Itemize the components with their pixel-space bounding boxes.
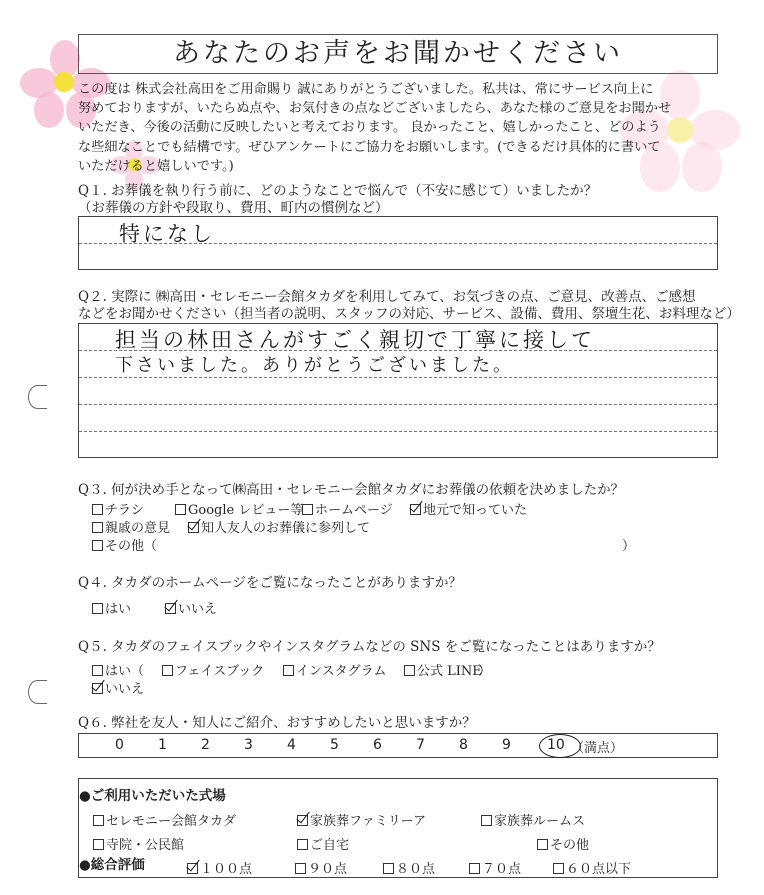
scale-value[interactable]: 9 <box>502 737 511 753</box>
q1-sub: （お葬儀の方針や段取り、費用、町内の慣例など） <box>78 200 389 216</box>
q3-other-close: ） <box>622 539 636 554</box>
q6-scale-box <box>78 733 718 758</box>
selected-circle <box>539 734 581 758</box>
checkbox[interactable] <box>537 839 548 850</box>
rating-option-70[interactable]: ７０点 <box>469 858 521 877</box>
q3-option-homepage[interactable]: ホームページ <box>302 499 393 518</box>
venue-rating-box <box>78 778 718 878</box>
checkbox[interactable] <box>283 665 294 676</box>
scale-value[interactable]: 4 <box>287 737 296 753</box>
q5-option-facebook[interactable]: フェイスブック <box>162 660 264 679</box>
rating-heading: ●総合評価 <box>79 857 145 873</box>
q4-option-no[interactable]: いいえ <box>165 598 217 617</box>
checkbox[interactable] <box>383 863 394 874</box>
checkbox[interactable] <box>93 839 104 850</box>
q5-option-line[interactable]: 公式 LINE <box>404 660 482 679</box>
checkbox[interactable] <box>404 665 415 676</box>
checkbox[interactable] <box>175 504 186 515</box>
checkbox-checked[interactable] <box>410 504 421 515</box>
checkbox[interactable] <box>553 863 564 874</box>
ruled-line <box>79 431 717 432</box>
scale-value[interactable]: 3 <box>244 737 253 753</box>
q2-answer-box[interactable] <box>78 323 718 458</box>
scale-value-selected[interactable]: 10 <box>547 737 565 753</box>
checkbox-checked[interactable] <box>187 863 198 874</box>
intro-line: いただき、今後の活動に反映したいと考えております。 良かったこと、嬉しかったこと、どのよう <box>78 120 661 136</box>
checkbox-checked[interactable] <box>297 815 308 826</box>
intro-line: 努めておりますが、いたらぬ点や、お気付きの点などございましたら、あなた様のご意見をお聞かせ <box>78 101 672 117</box>
checkbox[interactable] <box>92 522 103 533</box>
binder-hole-mark <box>28 385 47 409</box>
q3-question: Q３. 何が決め手となって㈱高田・セレモニー会館タカダにお葬儀の依頼を決めましたか？ <box>78 482 625 498</box>
q3-option-attended-funeral[interactable]: 知人友人のお葬儀に参列して <box>188 517 370 536</box>
scale-value[interactable]: 7 <box>416 737 425 753</box>
q5-option-instagram[interactable]: インスタグラム <box>283 660 386 679</box>
q1-answer-box[interactable] <box>78 216 718 270</box>
checkbox-checked[interactable] <box>188 522 199 533</box>
venue-option-home[interactable]: ご自宅 <box>297 834 349 853</box>
checkbox[interactable] <box>92 665 103 676</box>
checkbox[interactable] <box>481 815 492 826</box>
checkbox[interactable] <box>295 863 306 874</box>
intro-line: いただけると嬉しいです。) <box>78 158 234 174</box>
venue-option-familia[interactable]: 家族葬ファミリーア <box>297 810 426 829</box>
q3-option-flyer[interactable]: チラシ <box>92 499 144 518</box>
intro-line: な些細なことでも結構です。ぜひアンケートにご協力をお願いします。(できるだけ具体的に書いて <box>78 139 661 155</box>
page-title: あなたのお声をお聞かせください <box>78 34 718 74</box>
venue-option-takada[interactable]: セレモニー会館タカダ <box>93 810 236 829</box>
q5-yes-close: ） <box>478 664 492 679</box>
checkbox[interactable] <box>92 504 103 515</box>
venue-option-rooms[interactable]: 家族葬ルームス <box>481 810 585 829</box>
q5-option-no[interactable]: いいえ <box>92 678 144 697</box>
q2-question: Q２. 実際に ㈱高田・セレモニー会館タカダを利用してみて、お気づきの点、ご意見、改善点、ご感想 <box>78 289 696 305</box>
q6-question: Q６. 弊社を友人・知人にご紹介、おすすめしたいと思いますか？ <box>78 715 476 731</box>
checkbox[interactable] <box>92 603 103 614</box>
checkbox[interactable] <box>162 665 173 676</box>
rating-option-90[interactable]: ９０点 <box>295 858 347 877</box>
scale-suffix: （満点） <box>571 741 624 756</box>
venue-option-other[interactable]: その他 <box>537 834 589 853</box>
checkbox[interactable] <box>469 863 480 874</box>
scale-value[interactable]: 2 <box>201 737 210 753</box>
intro-text <box>78 80 728 176</box>
scale-value[interactable]: 6 <box>373 737 382 753</box>
checkbox[interactable] <box>92 540 103 551</box>
q3-option-relatives[interactable]: 親戚の意見 <box>92 517 170 536</box>
q2-answer-line: 担当の林田さんがすごく親切で丁寧に接して <box>115 328 595 352</box>
q6-scale <box>79 737 717 757</box>
rating-option-100[interactable]: １００点 <box>187 858 252 877</box>
q4-question: Q４. タカダのホームページをご覧になったことがありますか？ <box>78 575 462 591</box>
rating-option-60-below[interactable]: ６０点以下 <box>553 858 631 877</box>
intro-line: この度は 株式会社高田をご用命賜り 誠にありがとうございました。私共は、常にサービス向上に <box>78 82 654 97</box>
binder-hole-mark <box>28 680 47 704</box>
rating-option-80[interactable]: ８０点 <box>383 858 435 877</box>
scale-value[interactable]: 8 <box>459 737 468 753</box>
q5-question: Q５. タカダのフェイスブックやインスタグラムなどの SNS をご覧になったことはありますか？ <box>78 639 661 655</box>
checkbox[interactable] <box>302 504 313 515</box>
scale-value[interactable]: 1 <box>158 737 167 753</box>
venue-heading: ●ご利用いただいた式場 <box>79 788 226 804</box>
checkbox-checked[interactable] <box>165 603 176 614</box>
q1-answer: 特になし <box>119 222 215 246</box>
q2-answer-line: 下さいました。ありがとうございました。 <box>115 355 514 376</box>
checkbox[interactable] <box>93 815 104 826</box>
ruled-line <box>79 404 717 405</box>
checkbox-checked[interactable] <box>92 683 103 694</box>
ruled-line <box>79 377 717 378</box>
q4-option-yes[interactable]: はい <box>92 598 131 617</box>
checkbox[interactable] <box>297 839 308 850</box>
scale-value[interactable]: 0 <box>115 737 124 753</box>
q3-option-google[interactable]: Google レビュー等 <box>175 499 303 518</box>
venue-option-temple[interactable]: 寺院・公民館 <box>93 834 184 853</box>
q2-sub: などをお聞かせください（担当者の説明、スタッフの対応、サービス、設備、費用、祭壇生花、お料理など） <box>78 306 740 322</box>
q3-option-local[interactable]: 地元で知っていた <box>410 499 527 518</box>
scale-value[interactable]: 5 <box>330 737 339 753</box>
q1-question: Q１. お葬儀を執り行う前に、どのようなことで悩んで（不安に感じて）いましたか？ <box>78 183 598 199</box>
q3-option-other[interactable]: その他（ <box>92 535 157 554</box>
q5-option-yes[interactable]: はい（ <box>92 660 144 679</box>
